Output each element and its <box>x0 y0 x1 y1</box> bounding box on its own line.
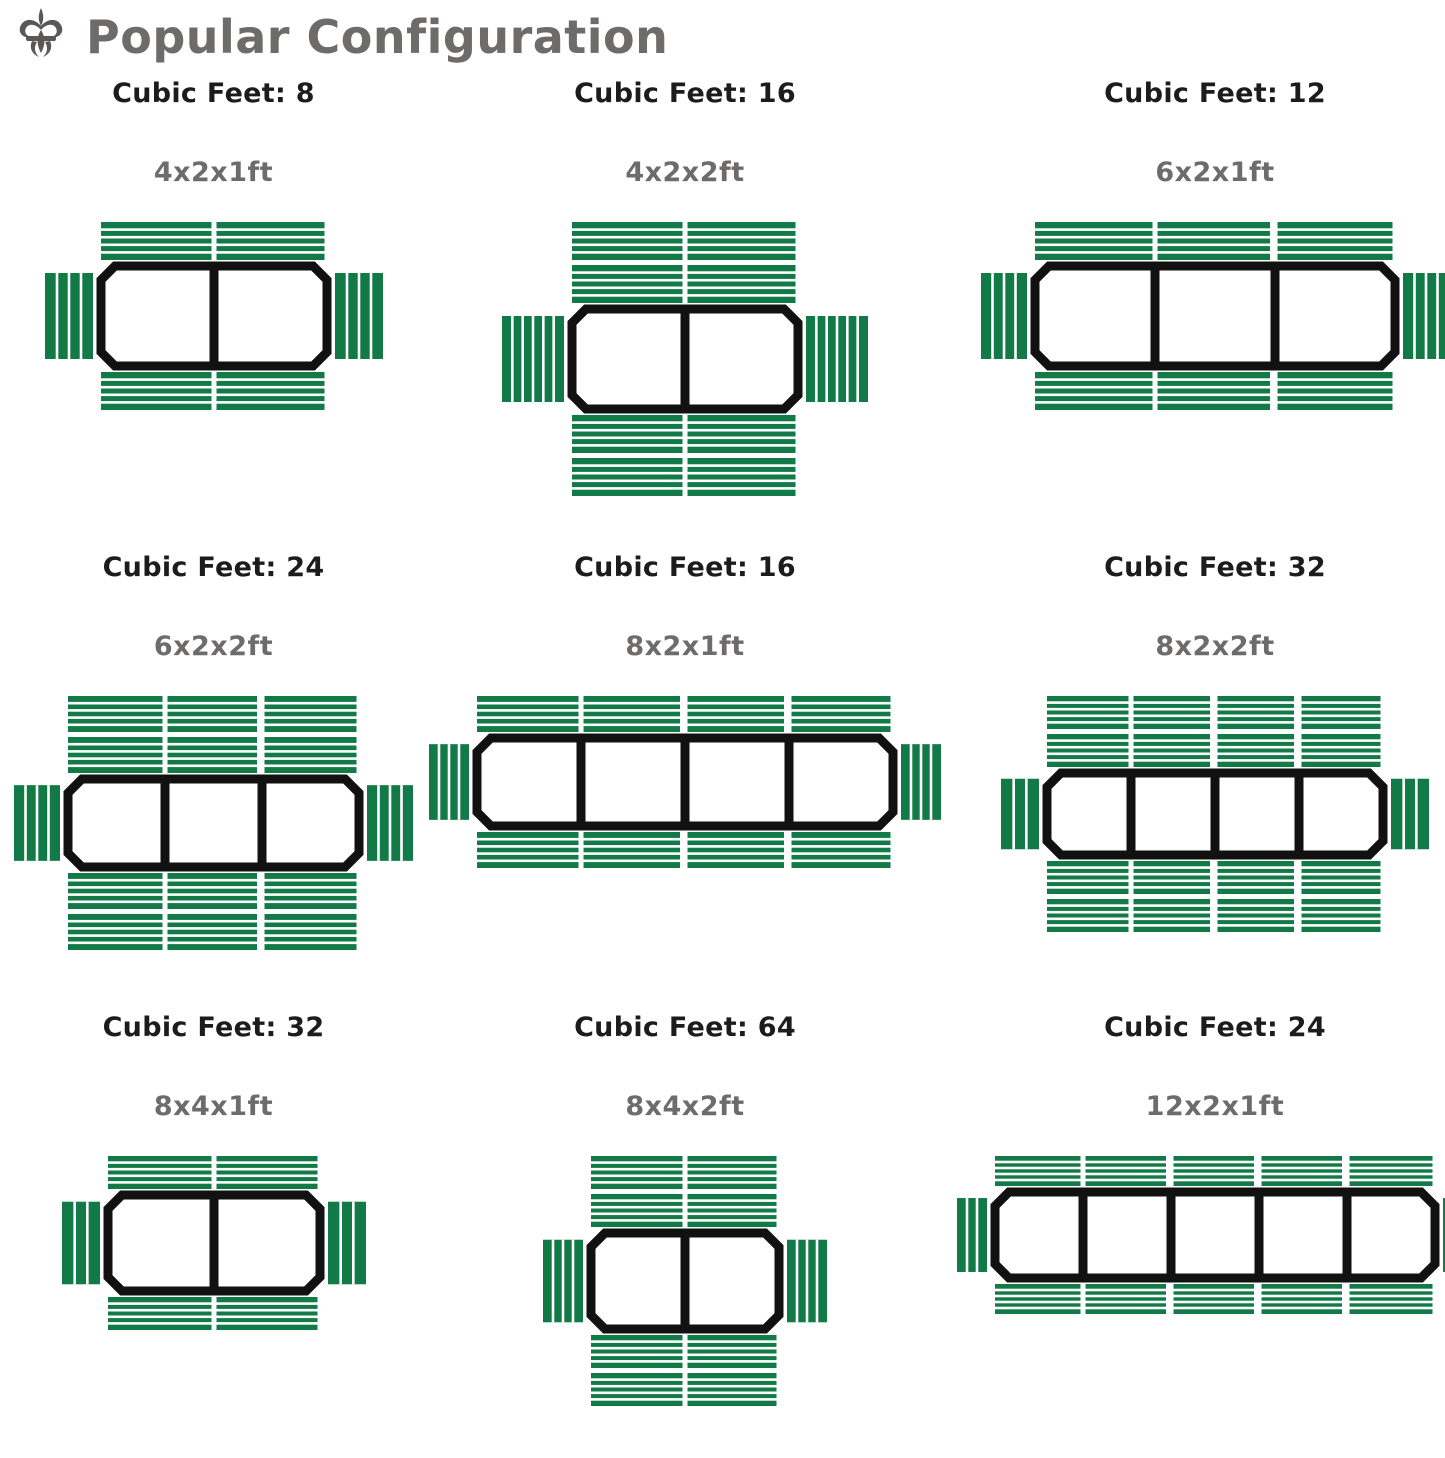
bed-diagram-6x2x2 <box>6 684 421 962</box>
dimensions-label: 4x2x2ft <box>625 157 745 188</box>
config-card <box>949 530 1445 990</box>
cubic-feet-label: Cubic Feet: 32 <box>102 1012 325 1043</box>
cubic-feet-label: Cubic Feet: 8 <box>112 78 315 109</box>
bed-diagram-8x4x2 <box>421 1144 949 1418</box>
dimensions-label: 8x2x1ft <box>625 631 745 662</box>
cubic-feet-label: Cubic Feet: 16 <box>574 552 796 583</box>
config-card <box>421 990 949 1450</box>
cubic-feet-label: Cubic Feet: 12 <box>1104 78 1326 109</box>
config-card <box>949 70 1445 530</box>
configuration-grid <box>0 70 1445 1450</box>
cubic-feet-label: Cubic Feet: 16 <box>574 78 796 109</box>
bed-diagram-8x2x2 <box>949 684 1445 944</box>
bed-diagram-4x2x1 <box>6 210 421 422</box>
bed-diagram-12x2x1 <box>949 1144 1445 1326</box>
config-card <box>949 990 1445 1450</box>
dimensions-label: 6x2x1ft <box>1155 157 1275 188</box>
page-title: Popular Configuration <box>86 10 669 64</box>
config-card <box>421 70 949 530</box>
cubic-feet-label: Cubic Feet: 64 <box>574 1012 796 1043</box>
config-card <box>6 990 421 1450</box>
dimensions-label: 6x2x2ft <box>153 631 274 662</box>
cubic-feet-label: Cubic Feet: 32 <box>1104 552 1326 583</box>
dimensions-label: 12x2x1ft <box>1145 1091 1285 1122</box>
config-card <box>6 70 421 530</box>
bed-diagram-8x4x1 <box>6 1144 421 1342</box>
dimensions-label: 8x4x1ft <box>153 1091 274 1122</box>
fleur-de-lis-icon <box>14 6 68 64</box>
dimensions-label: 4x2x1ft <box>153 157 274 188</box>
cubic-feet-label: Cubic Feet: 24 <box>1104 1012 1326 1043</box>
dimensions-label: 8x4x2ft <box>625 1091 745 1122</box>
bed-diagram-8x2x1 <box>421 684 949 880</box>
cubic-feet-label: Cubic Feet: 24 <box>102 552 325 583</box>
dimensions-label: 8x2x2ft <box>1155 631 1275 662</box>
bed-diagram-6x2x1 <box>949 210 1445 422</box>
config-card <box>421 530 949 990</box>
config-card <box>6 530 421 990</box>
bed-diagram-4x2x2 <box>421 210 949 508</box>
page-header <box>0 0 1445 70</box>
